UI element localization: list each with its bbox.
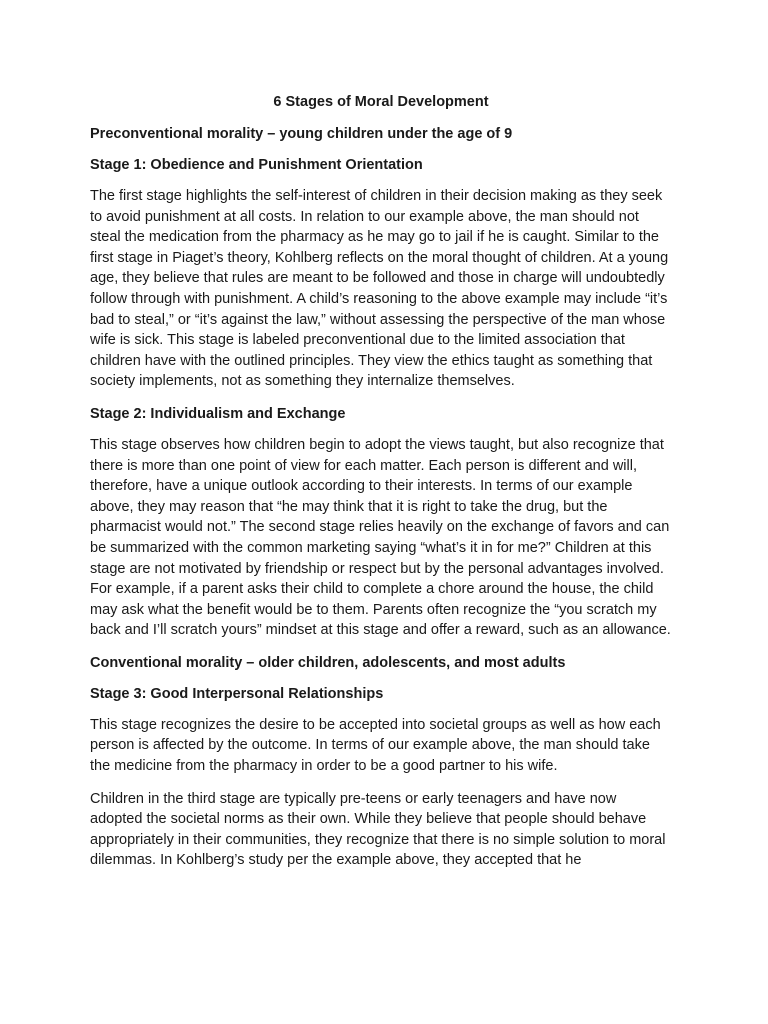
- stage-1-paragraph: The first stage highlights the self-interest of children in their decision making as they seek to avoid punishment at all costs. In relation to our example above, the man should not steal the medication from the pharmacy as he may go to jail if he is caught. Similar to the first stage in Piaget’s theory, Kohlberg reflects on the moral thought of children. At a young age, they believe that rules are meant to be followed and those in charge will undoubtedly follow through with punishment. A child’s reasoning to the above example may include “it’s bad to steal,” or “it’s against the law,” without assessing the perspective of the man whose wife is sick. This stage is labeled preconventional due to the limited association that children have with the outlined principles. They view the ethics taught as something that society implements, not as something they internalize themselves.: [90, 188, 669, 390]
- stage-3-paragraph-2: Children in the third stage are typically pre-teens or early teenagers and have now adopted the societal norms as their own. While they believe that people should behave appropriately in their communities, they recognize that there is no simple solution to moral dilemmas. In Kohlberg’s study per the example above, they accepted that he: [90, 790, 666, 869]
- stage-3-heading: Stage 3: Good Interpersonal Relationships: [90, 685, 384, 702]
- stage-1-heading: Stage 1: Obedience and Punishment Orientation: [90, 157, 423, 173]
- section-heading-preconventional: Preconventional morality – young children under the age of 9: [90, 126, 513, 142]
- document-title: 6 Stages of Moral Development: [273, 94, 489, 110]
- section-heading-conventional: Conventional morality – older children, adolescents, and most adults: [90, 654, 566, 671]
- stage-2-paragraph: This stage observes how children begin to adopt the views taught, but also recognize that there is more than one point of view for each matter. Each person is different and will, therefore, have a unique outlook according to their interests. In terms of our example above, they may reason that “he may think that it is right to take the drug, but the pharmacist would not.” The second stage relies heavily on the exchange of favors and can be summarized with the common marketing saying “what’s it in for me?” Children at this stage are not motivated by friendship or respect but by the personal advantages involved. For example, if a parent asks their child to complete a chore around the house, the child may ask what the benefit would be to them. Parents often recognize the “you scratch my back and I’ll scratch yours” mindset at this stage and offer a reward, such as an allowance.: [90, 436, 671, 639]
- stage-2-heading: Stage 2: Individualism and Exchange: [90, 405, 346, 422]
- stage-3-paragraph-1: This stage recognizes the desire to be accepted into societal groups as well as how each person is affected by the outcome. In terms of our example above, the man should take the medicine from the pharmacy in order to be a good partner to his wife.: [90, 716, 661, 775]
